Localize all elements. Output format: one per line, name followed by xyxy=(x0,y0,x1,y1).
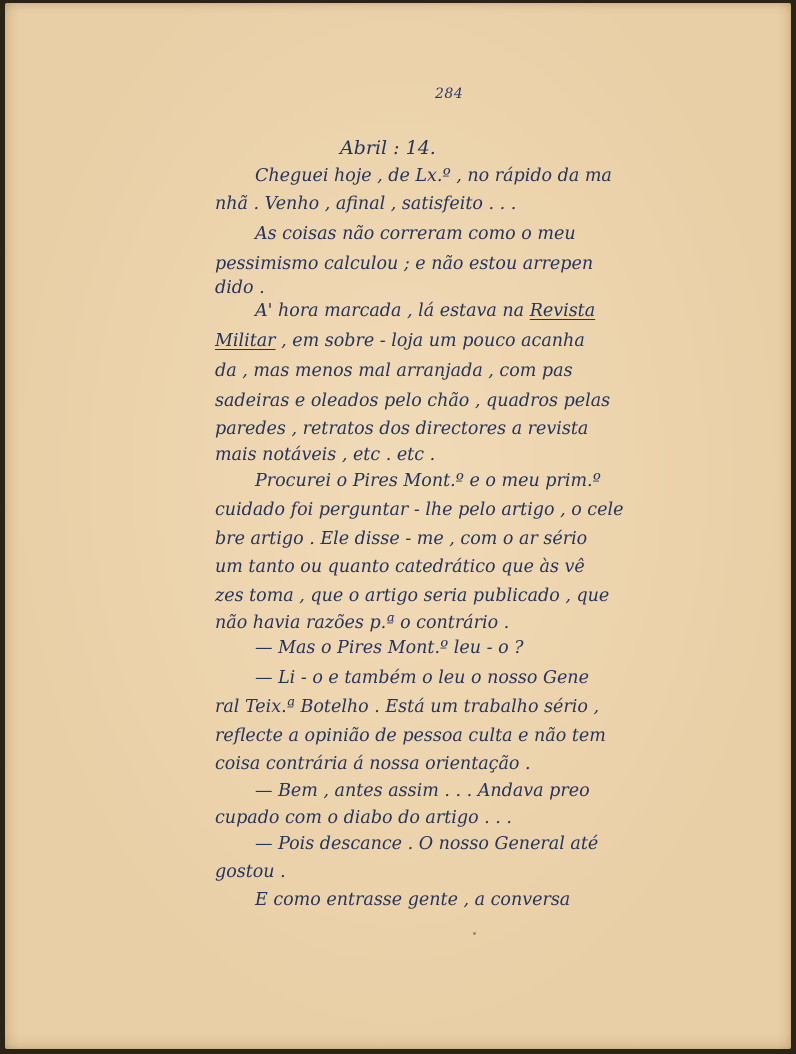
line-24: cupado com o diabo do artigo . . . xyxy=(215,808,512,828)
line-4: pessimismo calculou ; e não estou arrepen xyxy=(215,254,594,274)
line-13: cuidado foi perguntar - lhe pelo artigo , o cele xyxy=(215,500,624,520)
line-14: bre artigo . Ele disse - me , com o ar sério xyxy=(215,529,588,549)
line-2: nhã . Venho , afinal , satisfeito . . . xyxy=(215,194,517,214)
line-25: — Pois descance . O nosso General até xyxy=(255,834,599,854)
line-23: — Bem , antes assim . . . Andava preo xyxy=(255,781,590,801)
line-27: E como entrasse gente , a conversa xyxy=(255,890,571,910)
line-8: da , mas menos mal arranjada , com pas xyxy=(215,361,573,381)
line-26: gostou . xyxy=(215,862,286,882)
manuscript-page xyxy=(5,3,791,1049)
date-heading: Abril : 14. xyxy=(340,137,436,159)
line-17: não havia razões p.ª o contrário . xyxy=(215,613,510,633)
line-12: Procurei o Pires Mont.º e o meu prim.º xyxy=(255,471,601,491)
line-15: um tanto ou quanto catedrático que às vê xyxy=(215,557,585,577)
line-19: — Li - o e também o leu o nosso Gene xyxy=(255,668,589,688)
line-18: — Mas o Pires Mont.º leu - o ? xyxy=(255,638,524,658)
page-number: 284 xyxy=(435,86,464,102)
line-21: reflecte a opinião de pessoa culta e não tem xyxy=(215,726,606,746)
line-16: zes toma , que o artigo seria publicado , que xyxy=(215,586,610,606)
line-11: mais notáveis , etc . etc . xyxy=(215,445,436,465)
line-1: Cheguei hoje , de Lx.º , no rápido da ma xyxy=(255,166,612,186)
line-6-text: A' hora marcada , lá estava na Revista xyxy=(255,301,596,321)
underlined-title-word: Revista xyxy=(529,301,596,321)
line-5: dido . xyxy=(215,278,265,298)
line-3: As coisas não correram como o meu xyxy=(255,224,576,244)
line-7: Militar , em sobre - loja um pouco acanha xyxy=(215,331,585,351)
line-9: sadeiras e oleados pelo chão , quadros pelas xyxy=(215,391,611,411)
line-6 xyxy=(255,303,595,321)
line-20: ral Teix.ª Botelho . Está um trabalho sério , xyxy=(215,697,600,717)
underlined-title-word: Militar xyxy=(215,331,276,351)
ink-speck xyxy=(473,932,476,935)
line-10: paredes , retratos dos directores a revista xyxy=(215,419,589,439)
line-22: coisa contrária á nossa orientação . xyxy=(215,754,531,774)
